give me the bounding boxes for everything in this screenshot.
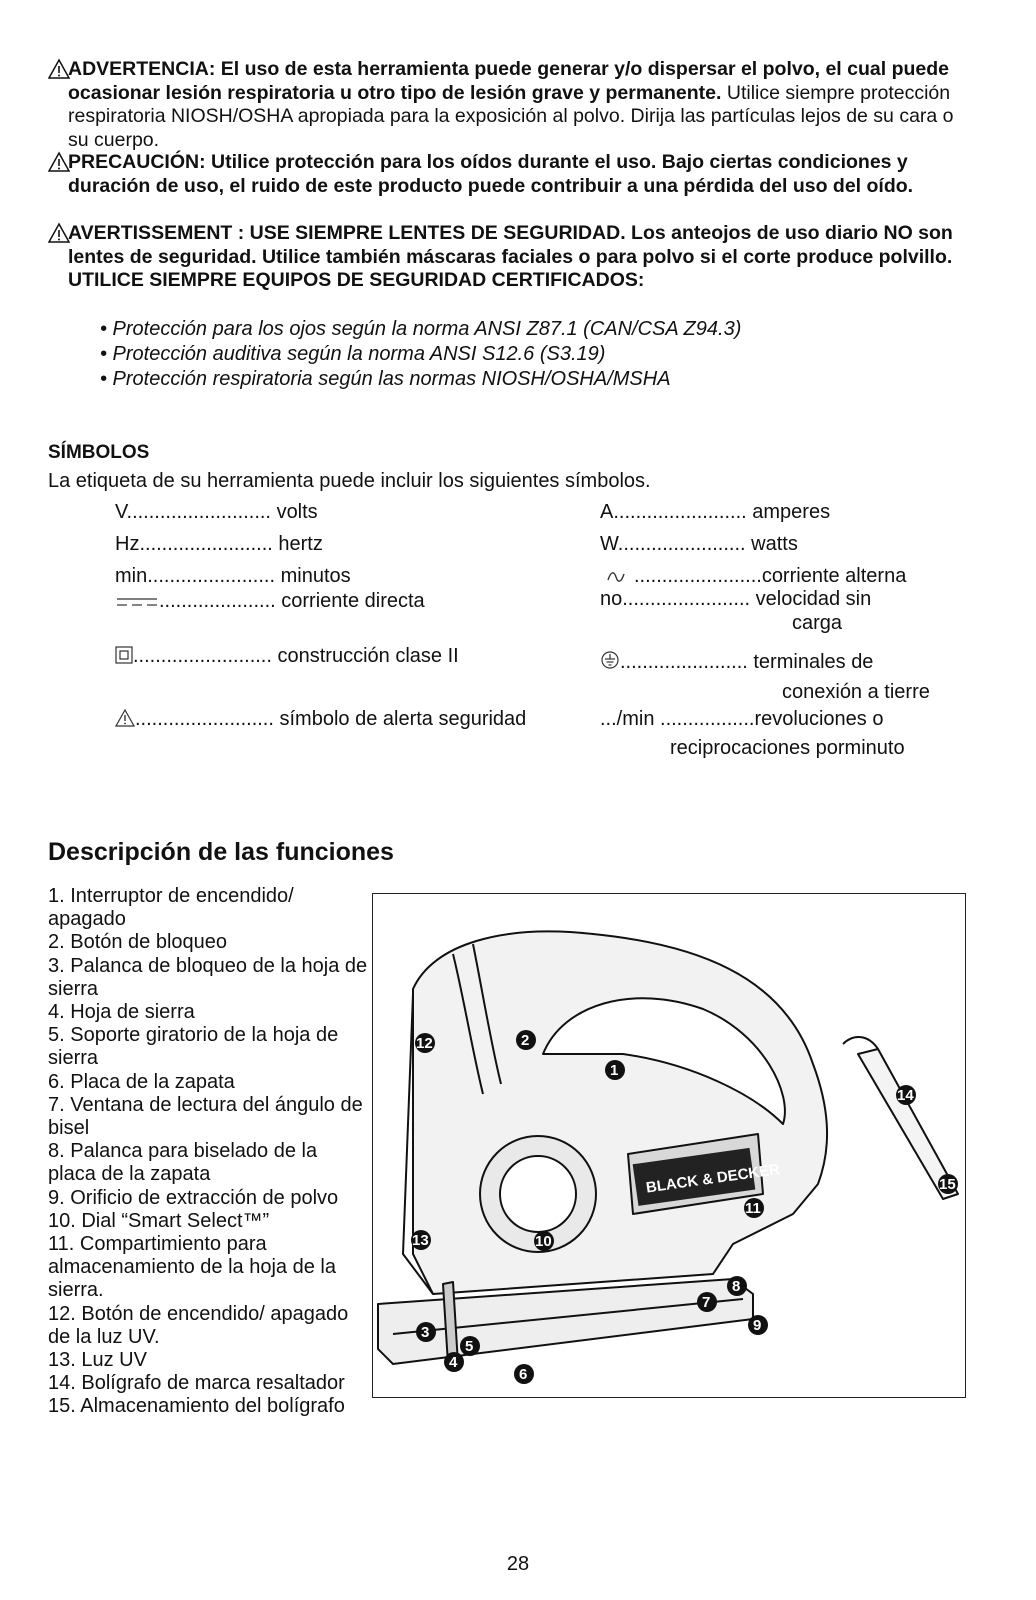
svg-text:3: 3 (421, 1324, 430, 1341)
symbol-row: ....................... terminales de (600, 650, 873, 674)
svg-text:10: 10 (535, 1233, 552, 1250)
features-heading: Descripción de las funciones (48, 838, 394, 866)
symbol-row: .../min .................revoluciones o (600, 708, 884, 730)
warning-precaucion (48, 151, 968, 198)
symbol-row: no....................... velocidad sin (600, 588, 872, 610)
warning-bold-text: AVERTISSEMENT : USE SIEMPRE LENTES DE SEGURIDAD. Los anteojos de uso diario NO son lentes de seguridad. Utilice también máscaras faciales o para polvo si el corte produce polvillo. UTILICE SIEMPRE EQUIPOS DE SEGURIDAD CERTIFICADOS: (68, 222, 953, 291)
list-item: 6. Placa de la zapata (48, 1070, 235, 1093)
symbol-row: Hz........................ hertz (115, 533, 323, 555)
warning-avertissement (48, 222, 968, 293)
alternating-current-icon (600, 569, 634, 585)
svg-text:14: 14 (897, 1087, 914, 1104)
list-item: 9. Orificio de extracción de polvo (48, 1186, 339, 1209)
callout-7 (697, 1292, 717, 1312)
bullet-item: • Protección auditiva según la norma ANSI S12.6 (S3.19) (100, 343, 606, 365)
warning-bold-text: PRECAUCIÓN: Utilice protección para los oídos durante el uso. Bajo ciertas condiciones y duración de uso, el ruido de este producto puede contribuir a una pérdida del uso del oído. (68, 151, 914, 197)
svg-text:11: 11 (745, 1200, 761, 1217)
features-list (48, 885, 368, 1419)
callout-4 (444, 1352, 464, 1372)
warning-bold-text: ADVERTENCIA: El uso de esta herramienta puede generar y/o dispersar el polvo, el cual puede ocasionar lesión respiratoria u otro tipo de lesión grave y permanente. (68, 58, 950, 104)
symbol-row: W....................... watts (600, 533, 798, 555)
list-item: 7. Ventana de lectura del ángulo de bisel (48, 1093, 363, 1140)
list-item: 10. Dial “Smart Select™” (48, 1209, 270, 1232)
symbol-row: .......................corriente alterna (600, 565, 906, 588)
symbol-row: A........................ amperes (600, 501, 831, 523)
bullet-item: • Protección para los ojos según la norma ANSI Z87.1 (CAN/CSA Z94.3) (100, 318, 742, 340)
direct-current-icon (115, 595, 159, 609)
symbols-intro: La etiqueta de su herramienta puede incluir los siguientes símbolos. (48, 470, 651, 492)
svg-text:5: 5 (465, 1338, 474, 1355)
list-item: 4. Hoja de sierra (48, 1001, 195, 1024)
list-item: 11. Compartimiento para almacenamiento de la hoja de la sierra. (48, 1233, 336, 1302)
symbol-row: V.......................... volts (115, 501, 318, 523)
warning-advertencia (48, 58, 968, 152)
class-ii-icon (115, 646, 133, 664)
ground-terminal-icon (600, 650, 620, 670)
warning-triangle-icon (48, 222, 70, 244)
symbols-heading: SÍMBOLOS (48, 442, 150, 463)
svg-text:1: 1 (610, 1062, 619, 1079)
symbol-row-continuation: reciprocaciones porminuto (670, 737, 905, 759)
jigsaw-illustration (373, 894, 964, 1396)
callout-14 (896, 1085, 916, 1105)
list-item: 1. Interruptor de encendido/ apagado (48, 885, 294, 931)
list-item: 3. Palanca de bloqueo de la hoja de sierra (48, 954, 368, 1000)
symbol-row: ......................... símbolo de alerta seguridad (115, 708, 526, 731)
page-number: 28 (506, 1553, 530, 1575)
svg-text:15: 15 (939, 1176, 956, 1193)
svg-text:2: 2 (521, 1032, 530, 1049)
callout-11 (744, 1198, 764, 1218)
list-item: 2. Botón de bloqueo (48, 931, 228, 954)
list-item: 15. Almacenamiento del bolígrafo (48, 1395, 345, 1418)
svg-text:7: 7 (702, 1294, 711, 1311)
warning-triangle-icon (48, 151, 70, 173)
safety-alert-icon (115, 709, 135, 727)
callout-10 (534, 1231, 554, 1251)
callout-13 (411, 1230, 431, 1250)
svg-text:13: 13 (412, 1232, 429, 1249)
warning-triangle-icon (48, 58, 70, 80)
symbol-row-continuation: carga (792, 612, 843, 634)
list-item: 8. Palanca para biselado de la placa de la zapata (48, 1140, 318, 1186)
list-item: 13. Luz UV (48, 1349, 147, 1372)
svg-text:6: 6 (519, 1366, 528, 1383)
callout-6 (514, 1364, 534, 1384)
callout-9 (748, 1315, 768, 1335)
callout-2 (516, 1030, 536, 1050)
symbol-row: min....................... minutos (115, 565, 351, 587)
list-item: 12. Botón de encendido/ apagado de la luz UV. (48, 1302, 349, 1348)
jigsaw-figure (372, 893, 966, 1398)
warning-normal-text: Utilice siempre protección respiratoria NIOSH/OSHA apropiada para la exposición al polvo. Dirija las partículas lejos de su cara o su cuerpo. (68, 81, 954, 151)
list-item: 5. Soporte giratorio de la hoja de sierra (48, 1024, 339, 1070)
svg-text:12: 12 (416, 1035, 433, 1052)
callout-8 (727, 1276, 747, 1296)
callout-3 (416, 1322, 436, 1342)
symbol-row: ..................... corriente directa (115, 590, 425, 613)
symbol-row: ......................... construcción clase II (115, 645, 459, 668)
svg-text:8: 8 (732, 1278, 741, 1295)
bullet-item: • Protección respiratoria según las normas NIOSH/OSHA/MSHA (100, 368, 671, 390)
svg-text:9: 9 (753, 1317, 762, 1334)
callout-1 (605, 1060, 625, 1080)
symbol-row-continuation: conexión a tierre (782, 681, 930, 703)
callout-15 (938, 1174, 958, 1194)
brand-label: BLACK & DECKER (644, 1160, 781, 1197)
callout-12 (415, 1033, 435, 1053)
callout-5 (460, 1336, 480, 1356)
list-item: 14. Bolígrafo de marca resaltador (48, 1372, 345, 1395)
svg-text:4: 4 (449, 1354, 458, 1371)
